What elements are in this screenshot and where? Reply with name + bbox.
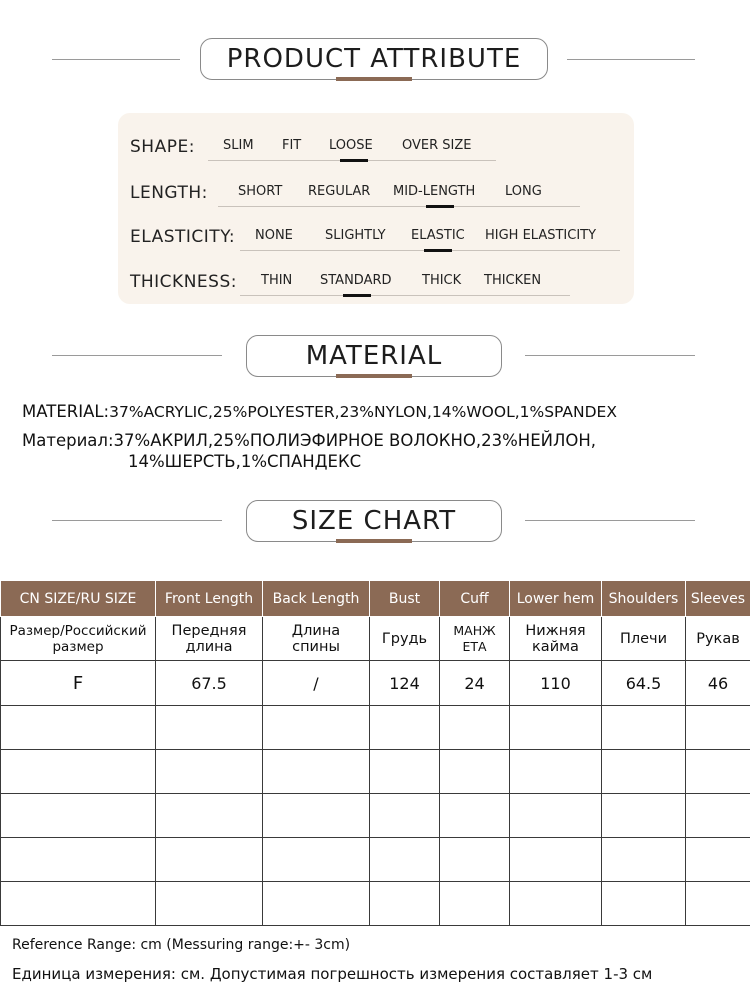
material-en [22, 402, 617, 421]
divider-right [567, 59, 695, 60]
section-title-attribute [200, 38, 548, 80]
table-cell: / [263, 661, 370, 706]
attribute-option: THIN [261, 273, 293, 288]
attribute-option: FIT [282, 138, 302, 153]
attribute-option: THICKEN [484, 273, 542, 288]
table-header-cell: Back Length [263, 581, 370, 617]
table-header-ru-cell: Размер/Российский размер [1, 617, 156, 661]
reference-range-note-ru: Единица измерения: см. Допустимая погрешность измерения составляет 1-3 см [12, 965, 653, 983]
table-row-empty [1, 706, 750, 750]
table-header-cell: CN SIZE/RU SIZE [1, 581, 156, 617]
attribute-option: SLIGHTLY [325, 228, 386, 243]
divider-left [52, 520, 222, 521]
table-header-cell: Sleeves [686, 581, 750, 617]
option-baseline [240, 295, 570, 296]
table-cell: 64.5 [602, 661, 686, 706]
table-cell: 46 [686, 661, 750, 706]
attribute-option-selected: ELASTIC [411, 228, 465, 243]
attribute-label: THICKNESS: [130, 272, 237, 292]
size-title-text: SIZE CHART [291, 506, 457, 536]
title-underline [336, 77, 412, 81]
material-title-text: MATERIAL [305, 341, 443, 371]
table-header-ru-cell: Грудь [370, 617, 440, 661]
table-header-cell: Bust [370, 581, 440, 617]
attribute-row-shape [118, 123, 634, 163]
attribute-option-selected: LOOSE [329, 138, 373, 153]
attribute-option: LONG [505, 184, 542, 199]
table-row-empty [1, 794, 750, 838]
divider-right [525, 355, 695, 356]
selected-marker [424, 249, 452, 252]
selected-marker [343, 294, 371, 297]
attribute-option: THICK [422, 273, 462, 288]
attribute-row-elasticity [118, 213, 634, 253]
option-baseline [218, 206, 580, 207]
table-header-ru-cell: Нижняя кайма [510, 617, 602, 661]
attribute-option-selected: MID-LENGTH [393, 184, 476, 199]
attribute-option: REGULAR [308, 184, 371, 199]
material-en-label: MATERIAL: [22, 402, 110, 421]
selected-marker [340, 159, 368, 162]
divider-left [52, 355, 222, 356]
attribute-option-selected: STANDARD [320, 273, 392, 288]
table-header-cell: Shoulders [602, 581, 686, 617]
material-ru-value: 37%АКРИЛ,25%ПОЛИЭФИРНОЕ ВОЛОКНО,23%НЕЙЛОН, [113, 431, 597, 450]
table-header-cell: Front Length [156, 581, 263, 617]
table-cell: 124 [370, 661, 440, 706]
table-row-empty [1, 750, 750, 794]
reference-range-note: Reference Range: cm (Messuring range:+- 3cm) [12, 937, 351, 953]
material-ru [22, 431, 596, 450]
table-header-ru-cell: МАНЖ ЕТА [440, 617, 510, 661]
selected-marker [426, 205, 454, 208]
table-cell-size: F [1, 661, 156, 706]
section-title-material [246, 335, 502, 377]
table-header-ru-row [1, 617, 750, 661]
table-header-ru-cell: Передняя длина [156, 617, 263, 661]
section-title-size [246, 500, 502, 542]
attribute-label: LENGTH: [130, 183, 208, 203]
table-row-empty [1, 838, 750, 882]
material-ru-continued [128, 452, 361, 471]
table-cell: 67.5 [156, 661, 263, 706]
table-header-cell: Cuff [440, 581, 510, 617]
table-header-cell: Lower hem [510, 581, 602, 617]
table-header-ru-cell: Плечи [602, 617, 686, 661]
attribute-option: OVER SIZE [402, 138, 472, 153]
table-row-empty [1, 882, 750, 926]
attribute-panel [118, 113, 634, 304]
table-cell: 24 [440, 661, 510, 706]
attribute-label: ELASTICITY: [130, 227, 236, 247]
title-underline [336, 374, 412, 378]
table-header-ru-cell: Рукав [686, 617, 750, 661]
divider-right [525, 520, 695, 521]
attribute-title-text: PRODUCT ATTRIBUTE [226, 44, 522, 74]
table-header-ru-cell: Длина спины [263, 617, 370, 661]
attribute-option: HIGH ELASTICITY [485, 228, 597, 243]
material-ru-value-2: 14%ШЕРСТЬ,1%СПАНДЕКС [128, 452, 362, 471]
size-chart-table [0, 580, 750, 926]
title-underline [336, 539, 412, 543]
material-en-value: 37%ACRYLIC,25%POLYESTER,23%NYLON,14%WOOL,1%SPANDEX [109, 403, 617, 421]
material-ru-label: Материал: [22, 431, 114, 450]
attribute-row-length [118, 169, 634, 209]
table-row [1, 661, 750, 706]
attribute-option: NONE [255, 228, 293, 243]
table-cell: 110 [510, 661, 602, 706]
attribute-option: SHORT [238, 184, 283, 199]
attribute-label: SHAPE: [130, 137, 195, 157]
attribute-row-thickness [118, 258, 634, 298]
table-header-row [1, 581, 750, 617]
divider-left [52, 59, 180, 60]
attribute-option: SLIM [223, 138, 254, 153]
